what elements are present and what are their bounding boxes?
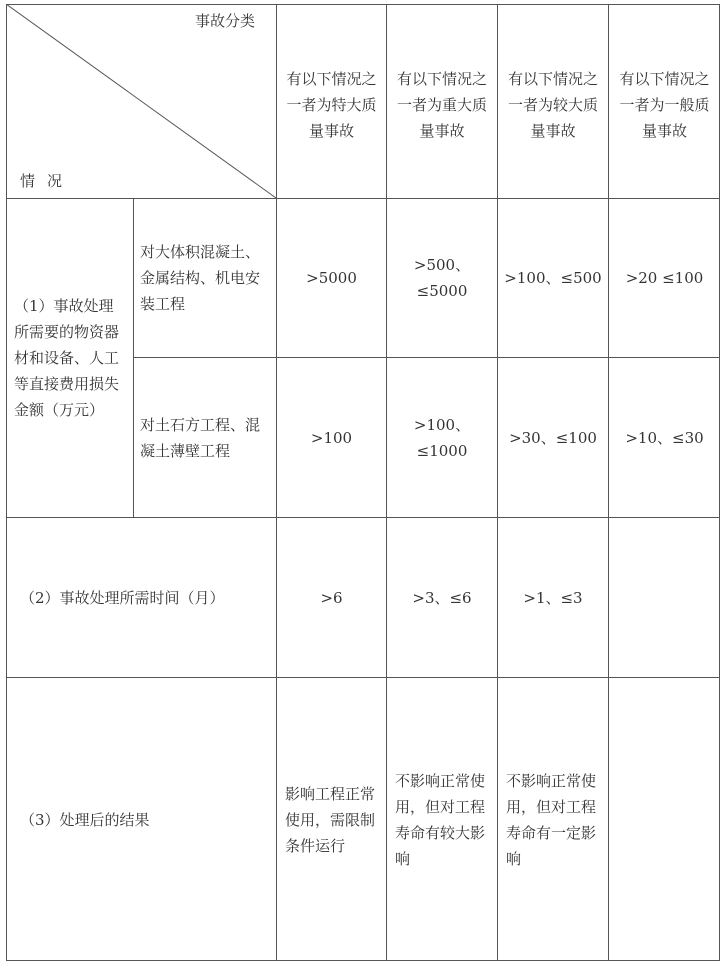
table-cell: >100、≤500 [504,269,602,287]
corner-header-situation: 情况 [20,172,75,190]
table-cell: >30、≤100 [509,428,597,447]
subrow-label-concrete-steel: 对大体积混凝土、金属结构、机电安装工程 [140,243,261,313]
table-cell: 不影响正常使用，但对工程寿命有较大影响 [395,771,486,868]
column-header-general: 有以下情况之一者为一般质量事故 [619,70,710,140]
table-cell: >100、≤1000 [413,415,471,460]
table-cell: >100 [310,428,353,447]
subrow-label-earthwork: 对土石方工程、混凝土薄壁工程 [140,415,261,460]
row-label-result: （3）处理后的结果 [20,810,150,829]
column-header-especially-major: 有以下情况之一者为特大质量事故 [286,70,377,140]
column-header-larger: 有以下情况之一者为较大质量事故 [507,70,598,140]
table-cell: >20 ≤100 [625,269,704,287]
table-cell [609,678,720,961]
table-cell: >500、≤5000 [413,256,471,300]
table-cell [609,518,720,677]
corner-header-category: 事故分类 [195,12,256,30]
table-cell: >6 [320,588,343,607]
table-cell: >1、≤3 [523,588,583,607]
table-cell: >3、≤6 [412,588,472,607]
row-label-direct-cost: （1）事故处理所需要的物资器材和设备、人工等直接费用损失金额（万元） [14,297,120,419]
row-label-handling-time: （2）事故处理所需时间（月） [20,588,225,607]
column-header-major: 有以下情况之一者为重大质量事故 [396,70,487,140]
table-cell: 影响工程正常使用，需限制条件运行 [285,784,376,855]
table-cell: >10、≤30 [625,428,704,447]
table-cell: >5000 [306,269,357,287]
table-cell: 不影响正常使用，但对工程寿命有一定影响 [506,771,597,868]
